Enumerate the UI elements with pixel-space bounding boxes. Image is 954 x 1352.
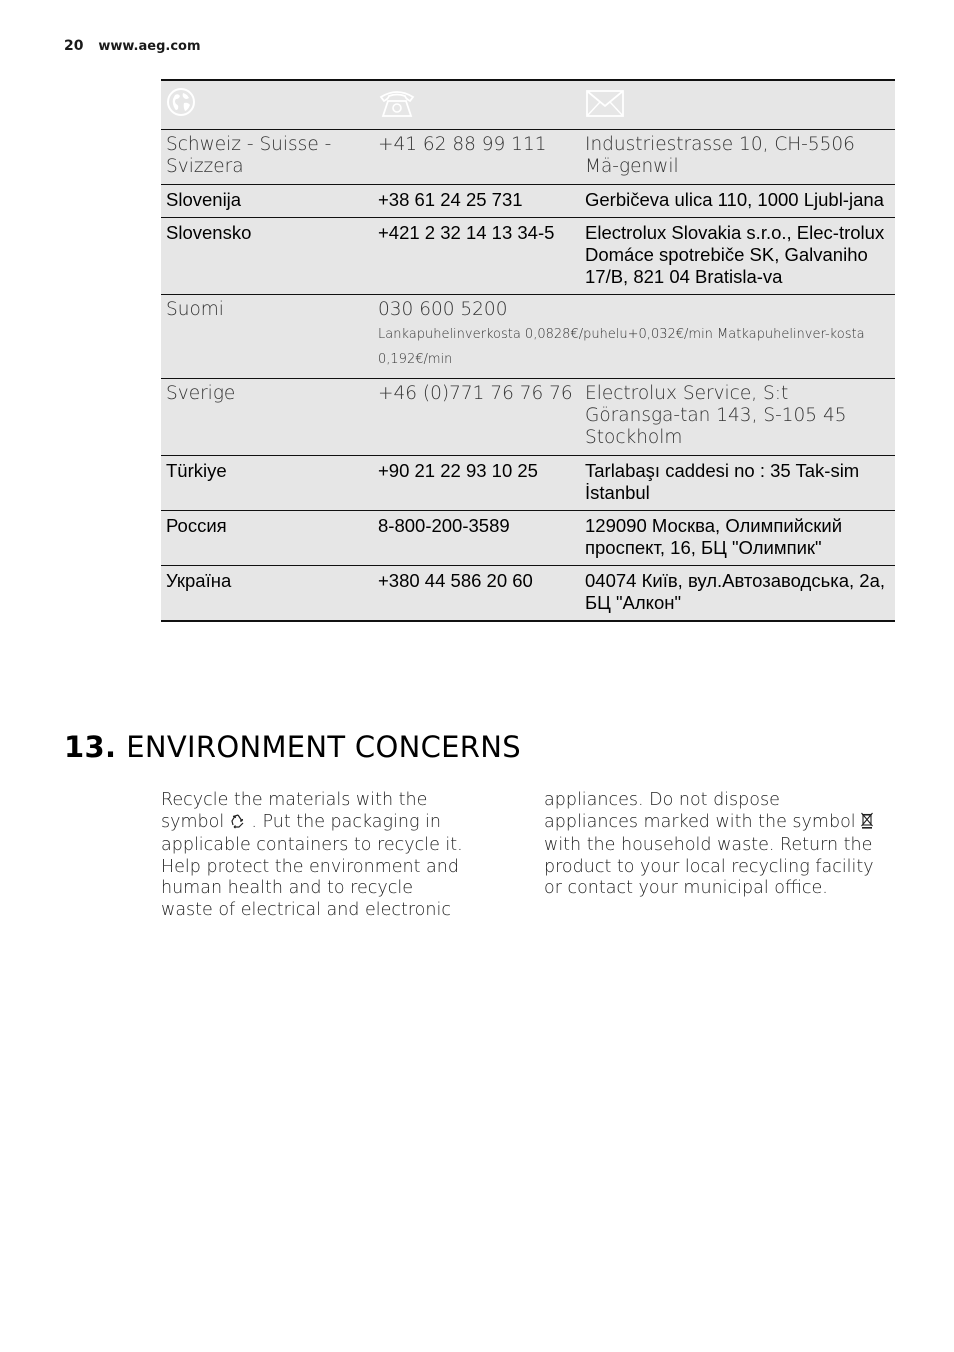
phone-value: 030 600 5200	[378, 299, 508, 320]
table-row	[161, 456, 895, 511]
telephone-icon	[378, 87, 412, 119]
address-cell: Industriestrasse 10, CH-5506 Mä-genwil	[585, 134, 855, 177]
country-cell: Slovenija	[166, 189, 242, 210]
table-row	[161, 185, 895, 218]
address-cell: Electrolux Service, S:t Göransga-tan 143, S-105 45 Stockholm	[585, 383, 847, 448]
site-url: www.aeg.com	[98, 39, 201, 54]
address-cell: 04074 Київ, вул.Автозаводська, 2а, БЦ "Алкон"	[585, 570, 885, 613]
crossed-bin-icon	[861, 812, 873, 836]
contact-table	[161, 79, 895, 622]
country-cell: Россия	[166, 515, 227, 536]
table-row	[161, 511, 895, 566]
body-text: with the household waste. Return the product to your local recycling facility or contact your municipal office.	[544, 835, 874, 898]
country-cell: Україна	[166, 570, 232, 591]
table-row	[161, 566, 895, 622]
phone-cell: +421 2 32 14 13 34-5	[378, 222, 555, 243]
globe-icon	[166, 87, 200, 119]
phone-note-cell	[373, 295, 895, 379]
body-text: Recycle the materials with the symbol	[161, 790, 428, 832]
section-heading	[64, 730, 521, 764]
country-cell: Suomi	[166, 299, 224, 320]
table-row	[161, 130, 895, 185]
phone-cell: +90 21 22 93 10 25	[378, 460, 538, 481]
page-number: 20	[64, 38, 84, 54]
phone-cell: +38 61 24 25 731	[378, 189, 523, 210]
country-cell: Schweiz - Suisse - Svizzera	[166, 134, 332, 177]
country-cell: Türkiye	[166, 460, 227, 481]
country-cell: Slovensko	[166, 222, 252, 243]
address-cell: Tarlabaşı caddesi no : 35 Tak-sim İstanbul	[585, 460, 860, 503]
address-cell: 129090 Москва, Олимпийский проспект, 16, БЦ "Олимпик"	[585, 515, 843, 558]
country-cell: Sverige	[166, 383, 236, 404]
phone-cell: +46 (0)771 76 76 76	[378, 383, 573, 404]
rate-note: Lankapuhelinverkosta 0,0828€/puhelu+0,032€/min Matkapuhelinver-kosta 0,192€/min	[378, 327, 865, 367]
section-number: 13.	[64, 730, 117, 764]
phone-cell: +41 62 88 99 111	[378, 134, 547, 155]
table-header-row	[161, 80, 895, 130]
recycle-icon	[230, 813, 246, 836]
table-row	[161, 218, 895, 295]
body-text-left	[161, 790, 466, 921]
section-title: ENVIRONMENT CONCERNS	[126, 730, 521, 764]
address-cell: Electrolux Slovakia s.r.o., Elec-trolux Domáce spotrebiče SK, Galvaniho 17/B, 821 04 Bratisla-va	[585, 222, 885, 287]
body-text-right	[544, 790, 874, 900]
phone-cell: +380 44 586 20 60	[378, 570, 533, 591]
body-text: . Put the packaging in applicable containers to recycle it. Help protect the environment and human health and to recycle waste of electrical and electronic	[161, 811, 463, 920]
table-row	[161, 379, 895, 456]
page-header	[64, 38, 201, 54]
table-row-suomi	[161, 295, 895, 379]
phone-cell: 8-800-200-3589	[378, 515, 510, 536]
address-cell: Gerbičeva ulica 110, 1000 Ljubl-jana	[585, 189, 884, 210]
envelope-icon	[585, 87, 619, 119]
body-text: appliances. Do not dispose appliances marked with the symbol	[544, 790, 856, 832]
